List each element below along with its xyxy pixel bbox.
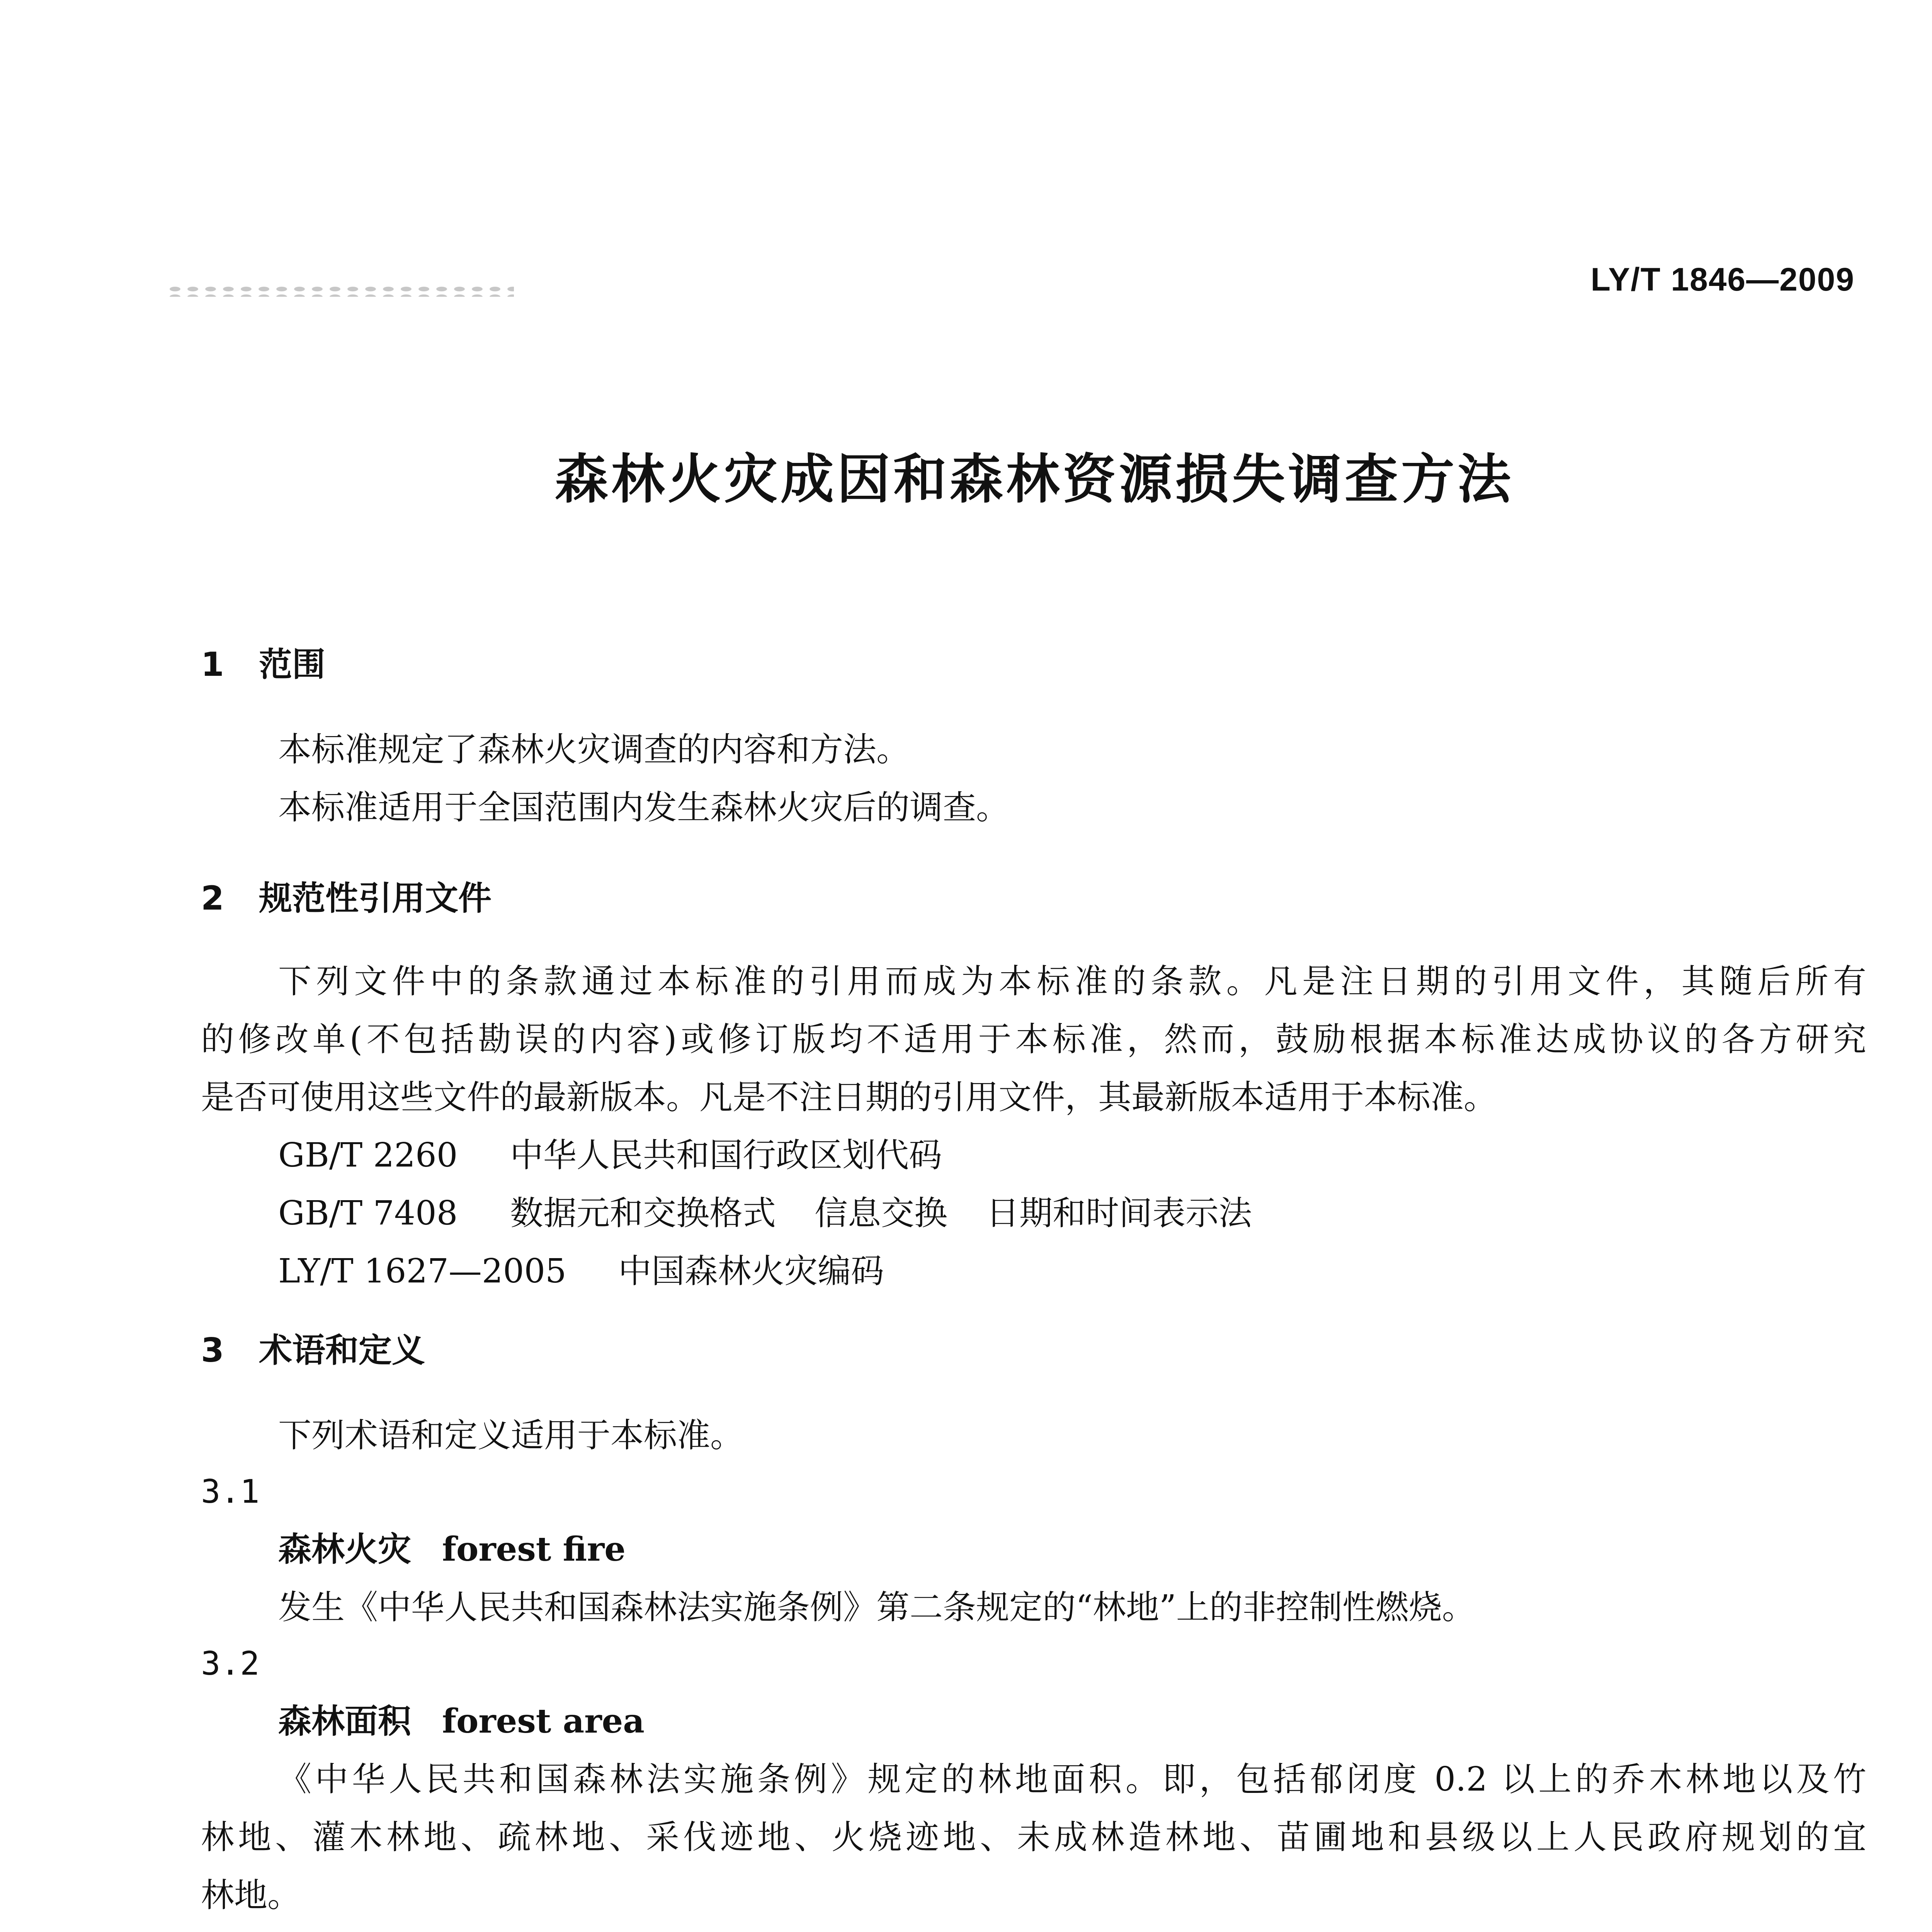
term-zh: 森林面积 xyxy=(278,1702,411,1741)
reference-item xyxy=(278,1132,942,1179)
paragraph: 本标准适用于全国范围内发生森林火灾后的调查。 xyxy=(278,788,1009,827)
term-definition-line: 林地。 xyxy=(201,1876,301,1915)
section-number: 2 xyxy=(201,879,224,918)
document-title: 森林火灾成因和森林资源损失调查方法 xyxy=(554,448,1514,510)
term-en: forest fire xyxy=(442,1530,626,1569)
reference-title-part: 信息交换 xyxy=(815,1194,947,1233)
term-number: 3.2 xyxy=(201,1645,260,1682)
term-heading xyxy=(278,1698,645,1745)
section-heading-2 xyxy=(201,875,492,922)
paragraph: 下列术语和定义适用于本标准。 xyxy=(278,1416,743,1455)
section-title: 规范性引用文件 xyxy=(259,879,492,918)
section-heading-3 xyxy=(201,1327,425,1374)
section-title: 范围 xyxy=(259,645,325,684)
term-heading xyxy=(278,1526,626,1573)
section-heading-1 xyxy=(201,641,325,688)
reference-title: 中国森林火灾编码 xyxy=(618,1252,884,1291)
term-number xyxy=(201,1928,260,1932)
reference-item xyxy=(278,1248,884,1294)
reference-title: 数据元和交换格式 xyxy=(510,1194,776,1233)
section-number: 3 xyxy=(201,1331,224,1370)
paragraph-line: 是否可使用这些文件的最新版本。凡是不注日期的引用文件，其最新版本适用于本标准。 xyxy=(201,1078,1497,1117)
term-definition-line: 林地、灌木林地、疏林地、采伐迹地、火烧迹地、未成林造林地、苗圃地和县级以上人民政府规划的宜 xyxy=(201,1818,1866,1857)
standard-code: LY/T 1846—2009 xyxy=(1590,261,1855,298)
section-title: 术语和定义 xyxy=(259,1331,425,1370)
reference-code: GB/T 7408 xyxy=(278,1194,458,1233)
reference-title: 中华人民共和国行政区划代码 xyxy=(510,1136,942,1175)
term-definition: 发生《中华人民共和国森林法实施条例》第二条规定的“林地”上的非控制性燃烧。 xyxy=(278,1588,1475,1627)
term-definition-line: 《中华人民共和国森林法实施条例》规定的林地面积。即，包括郁闭度 0.2 以上的乔木林地以及竹 xyxy=(278,1760,1866,1799)
paragraph: 本标准规定了森林火灾调查的内容和方法。 xyxy=(278,730,910,769)
paragraph-line: 的修改单(不包括勘误的内容)或修订版均不适用于本标准，然而，鼓励根据本标准达成协议的各方研究 xyxy=(201,1020,1866,1059)
term-en: forest area xyxy=(442,1702,645,1741)
reference-item xyxy=(278,1190,1252,1236)
paragraph-line: 下列文件中的条款通过本标准的引用而成为本标准的条款。凡是注日期的引用文件，其随后所有 xyxy=(278,962,1866,1001)
reference-title-part: 日期和时间表示法 xyxy=(986,1194,1252,1233)
scan-noise xyxy=(166,285,514,297)
term-zh: 森林火灾 xyxy=(278,1530,411,1569)
reference-code: GB/T 2260 xyxy=(278,1136,458,1175)
reference-code: LY/T 1627—2005 xyxy=(278,1252,566,1291)
section-number: 1 xyxy=(201,645,224,684)
term-number: 3.1 xyxy=(201,1473,260,1510)
